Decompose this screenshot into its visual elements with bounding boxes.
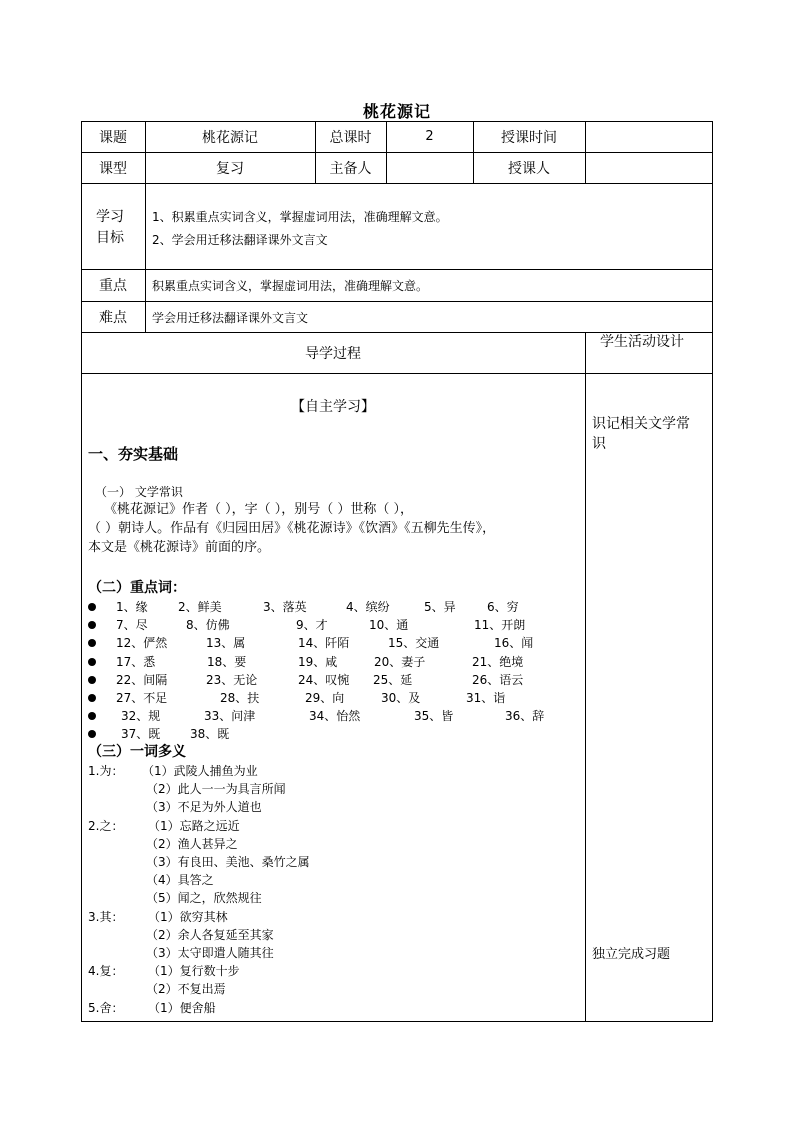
side-note-2: 独立完成习题: [592, 947, 671, 962]
keyword-item: 6、穷: [487, 600, 519, 614]
keyword-item: 3、落英: [263, 600, 307, 614]
polysemy-heading: （三）一词多义: [88, 744, 186, 760]
keyword-item: 11、开朗: [474, 618, 526, 633]
polysemy-example: （2）余人各复延至其家: [146, 927, 274, 942]
keyword-item: 15、交通: [388, 636, 440, 651]
keyword-item: 17、悉: [116, 654, 156, 669]
polysemy-word: 2.之：: [88, 818, 124, 833]
keyword-item: 14、阡陌: [298, 636, 350, 651]
keyword-item: 24、叹惋: [298, 672, 350, 687]
keyword-item: 34、怡然: [309, 709, 361, 724]
label-goals-line1: 学习: [96, 209, 124, 225]
polysemy-example: （5）闻之，欣然规往: [146, 891, 262, 906]
label-key-point: 重点: [99, 278, 127, 294]
bullet-icon: [88, 621, 96, 629]
keyword-item: 26、语云: [472, 672, 524, 687]
keyword-item: 30、及: [381, 691, 421, 705]
keyword-item: 21、绝境: [472, 654, 524, 669]
document-title: 桃花源记: [362, 102, 431, 121]
goal-item-1: 1、积累重点实词含义，掌握虚词用法，准确理解文意。: [152, 210, 448, 224]
polysemy-example: （4）具答之: [146, 873, 214, 888]
bullet-icon: [88, 694, 96, 702]
keyword-item: 13、属: [206, 636, 246, 651]
keyword-item: 1、缘: [116, 600, 148, 614]
label-class-time: 授课时间: [501, 129, 557, 146]
keyword-item: 18、要: [207, 654, 247, 669]
keyword-item: 16、闻: [494, 636, 534, 651]
keyword-item: 5、异: [424, 600, 456, 614]
lead-preparer-value: [386, 152, 473, 183]
keyword-item: 27、不足: [116, 691, 168, 705]
label-teacher: 授课人: [508, 160, 550, 177]
keyword-item: 20、妻子: [374, 654, 426, 669]
section-one-heading: 一、夯实基础: [88, 445, 179, 463]
total-hours-value: 2: [425, 129, 434, 144]
teacher-value: [585, 152, 712, 183]
polysemy-word: 4.复：: [88, 964, 124, 979]
literature-line-1: 《桃花源记》作者（ ），字（ ），别号（ ）世称（ ），: [104, 502, 414, 517]
keyword-item: 28、扶: [220, 691, 260, 705]
keyword-item: 4、缤纷: [346, 600, 390, 614]
keyword-item: 25、延: [373, 672, 413, 687]
table-border-left: [81, 121, 82, 1021]
table-border-right: [712, 121, 713, 1021]
polysemy-example: （3）不足为外人道也: [146, 800, 262, 815]
bullet-icon: [88, 676, 96, 684]
keyword-item: 37、既: [121, 727, 161, 742]
literature-heading: （一） 文学常识: [95, 485, 183, 499]
literature-line-2: （ ）朝诗人。作品有《归园田居》《桃花源诗》《饮酒》《五柳先生传》，: [88, 521, 496, 536]
label-course: 课题: [99, 129, 127, 146]
polysemy-example: （1）复行数十步: [148, 964, 240, 979]
keyword-item: 29、向: [305, 691, 345, 705]
keyword-item: 31、诣: [466, 691, 506, 705]
label-total-hours: 总课时: [329, 129, 372, 146]
keyword-item: 33、问津: [204, 709, 256, 724]
polysemy-word: 3.其：: [88, 909, 124, 924]
keyword-item: 35、皆: [414, 709, 454, 724]
label-goals-line2: 目标: [96, 230, 124, 246]
polysemy-example: （3）太守即遣人随其往: [146, 946, 274, 960]
keyword-item: 12、俨然: [116, 636, 168, 651]
polysemy-example: （3）有良田、美池、桑竹之属: [146, 855, 310, 869]
polysemy-example: （1）便舍船: [148, 1000, 216, 1015]
label-lead-preparer: 主备人: [329, 160, 372, 177]
keyword-item: 19、咸: [298, 654, 338, 669]
keyword-item: 10、通: [369, 618, 409, 633]
polysemy-example: （2）不复出焉: [146, 982, 226, 997]
table-row-divider: [81, 373, 713, 374]
keyword-item: 23、无论: [206, 672, 258, 687]
bullet-icon: [88, 639, 96, 647]
keyword-item: 36、辞: [505, 709, 545, 724]
process-header: 导学过程: [305, 346, 361, 362]
polysemy-example: （1）忘路之远近: [148, 818, 240, 833]
lesson-type-value: 复习: [216, 160, 244, 177]
table-row-divider: [81, 183, 713, 184]
polysemy-example: （1）欲穷其林: [148, 909, 228, 924]
table-col-divider: [585, 332, 586, 1021]
class-time-value: [585, 121, 712, 152]
keyword-item: 9、才: [296, 618, 328, 633]
keyword-item: 32、规: [121, 709, 161, 724]
label-difficulty: 难点: [99, 309, 127, 326]
table-row-divider: [81, 269, 713, 270]
student-activity-header: 学生活动设计: [600, 334, 684, 350]
difficulty-text: 学会用迁移法翻译课外文言文: [152, 311, 309, 325]
keyword-item: 22、间隔: [116, 672, 168, 687]
polysemy-word: 5.舍：: [88, 1000, 124, 1015]
side-note-1-line1: 识记相关文学常: [592, 416, 690, 432]
bullet-icon: [88, 658, 96, 666]
keyword-item: 2、鲜美: [178, 600, 222, 614]
polysemy-example: （2）此人一一为具言所闻: [146, 782, 286, 797]
literature-line-3: 本文是《桃花源诗》前面的序。: [88, 540, 271, 555]
course-value: 桃花源记: [202, 129, 258, 146]
side-note-1-line2: 识: [592, 436, 606, 452]
polysemy-word: 1.为：: [88, 764, 124, 778]
self-study-heading: 【自主学习】: [291, 399, 375, 415]
key-point-text: 积累重点实词含义，掌握虚词用法，准确理解文意。: [152, 279, 429, 293]
polysemy-example: （1）武陵人捕鱼为业: [142, 764, 258, 778]
table-row-divider: [81, 301, 713, 302]
keywords-heading: （二）重点词：: [88, 580, 186, 596]
table-border-bottom: [81, 1021, 713, 1022]
bullet-icon: [88, 603, 96, 611]
bullet-icon: [88, 712, 96, 720]
keyword-item: 38、既: [190, 727, 230, 742]
bullet-icon: [88, 730, 96, 738]
keyword-item: 8、仿佛: [186, 618, 230, 633]
keyword-item: 7、尽: [116, 618, 148, 633]
polysemy-example: （2）渔人甚异之: [146, 836, 238, 851]
label-lesson-type: 课型: [99, 160, 127, 177]
goal-item-2: 2、学会用迁移法翻译课外文言文: [152, 233, 328, 247]
